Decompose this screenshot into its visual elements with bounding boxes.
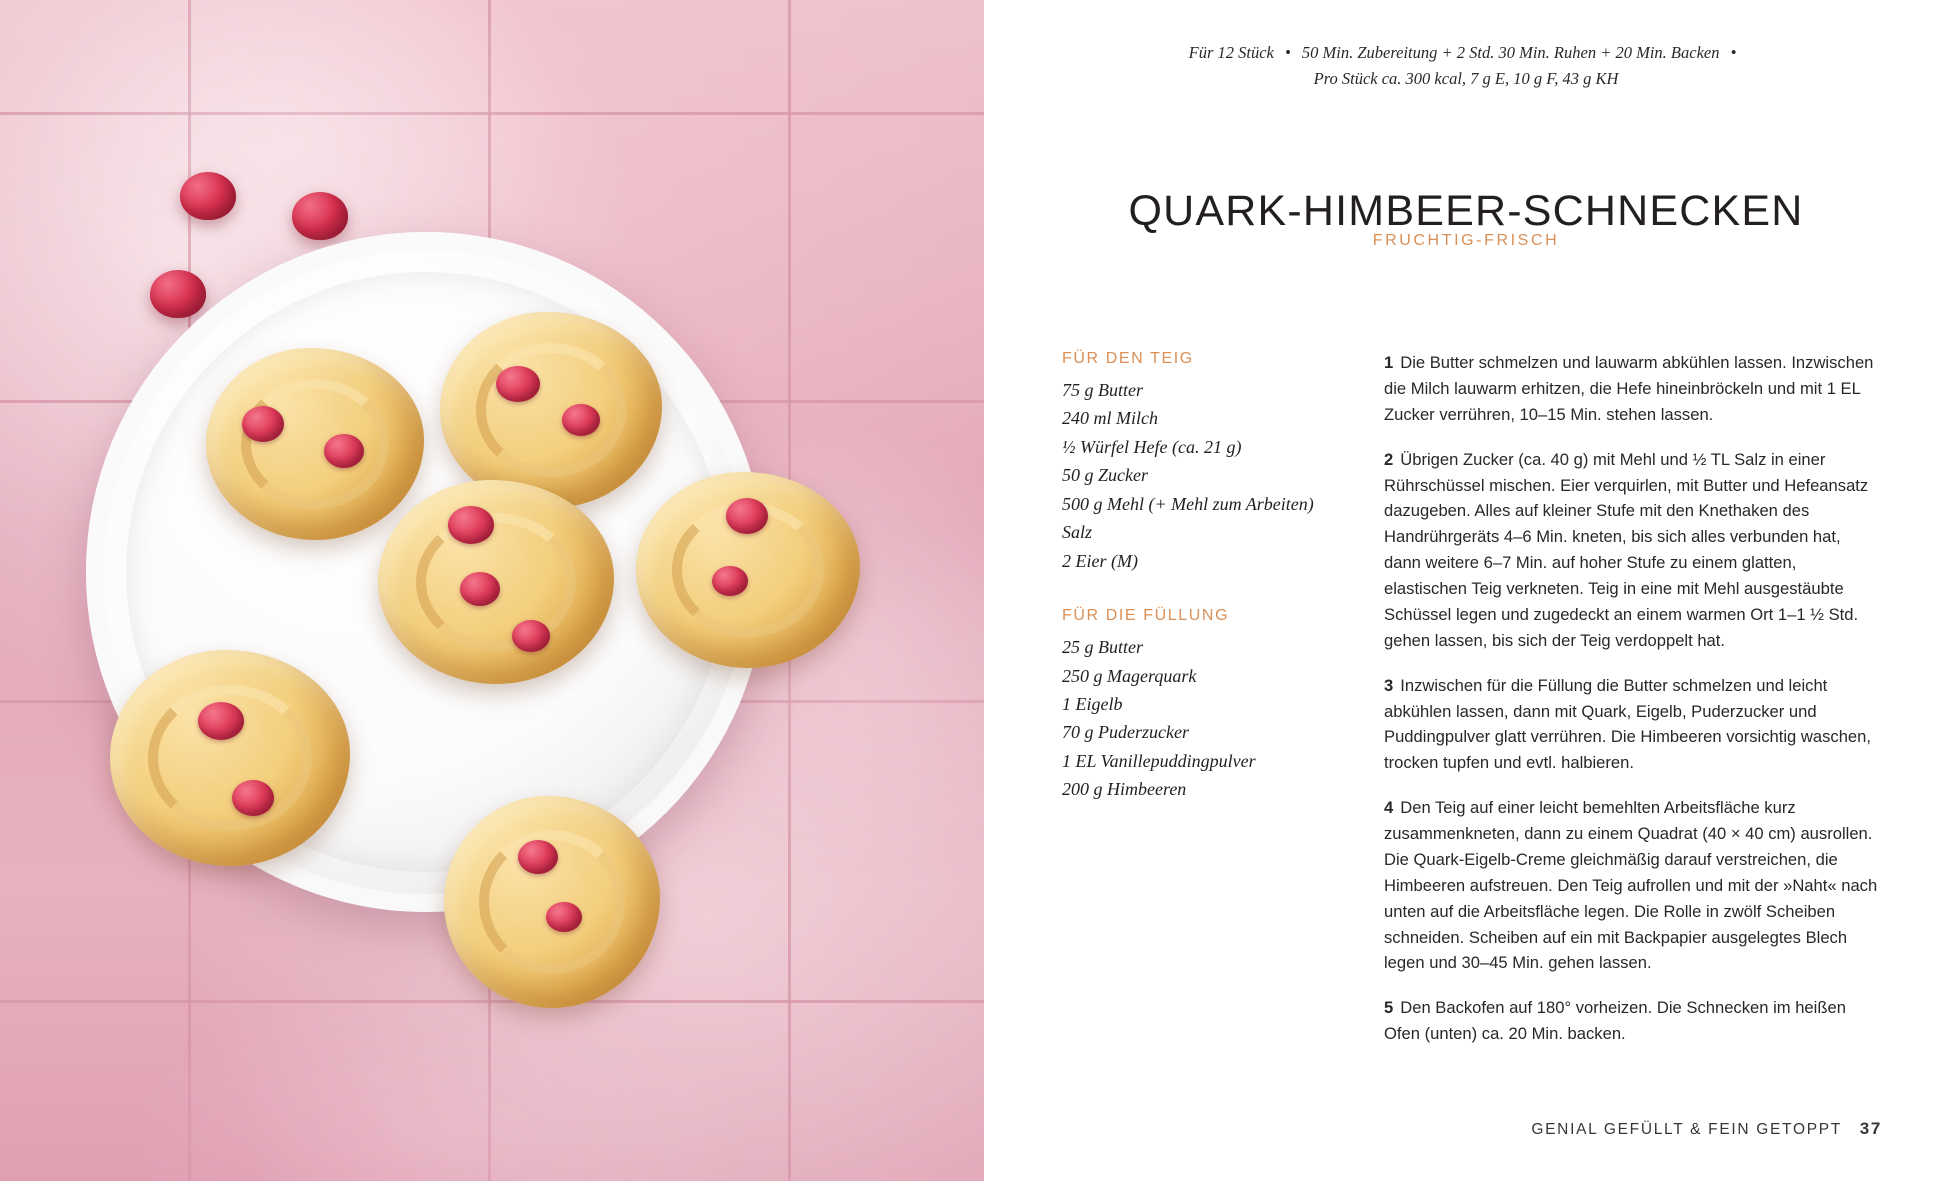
step-text: Den Backofen auf 180° vorheizen. Die Schnecken im heißen Ofen (unten) ca. 20 Min. backen. [1384, 998, 1846, 1044]
step-text: Den Teig auf einer leicht bemehlten Arbeitsfläche kurz zusammenkneten, dann zu einem Quadrat (40 × 40 cm) ausrollen. Die Quark-Eigelb-Creme gleichmäßig darauf verstreichen, die Himbeeren aufstreuen. Den Teig aufrollen und mit der »Naht« nach unten auf die Arbeitsfläche legen. Die Rolle in zwölf Scheiben schneiden. Scheiben auf ein mit Backpapier ausgelegtes Blech legen und 30–45 Min. gehen lassen. [1384, 798, 1878, 973]
step-number: 3 [1384, 675, 1394, 695]
page-footer [1531, 1119, 1882, 1139]
raspberry [496, 366, 540, 402]
list-item: 75 g Butter [1062, 380, 1143, 400]
list-item: 50 g Zucker [1062, 465, 1148, 486]
recipe-body [1062, 350, 1882, 1047]
step-number: 4 [1384, 798, 1394, 818]
instruction-step [1384, 995, 1882, 1047]
bun [440, 312, 662, 508]
raspberry [460, 572, 500, 606]
list-item: 1 EL Vanillepuddingpulver [1062, 750, 1256, 771]
list-item: 240 ml Milch [1062, 408, 1158, 429]
instruction-step [1384, 447, 1882, 654]
raspberry [712, 566, 748, 596]
list-item: Salz [1062, 522, 1093, 543]
raspberry [726, 498, 768, 534]
meta-separator-dot: • [1284, 43, 1291, 62]
bun [636, 472, 860, 668]
step-text: Inzwischen für die Füllung die Butter schmelzen und leicht abkühlen lassen, dann mit Quark, Eigelb, Puderzucker und Puddingpulver glatt verrühren. Die Himbeeren vorsichtig waschen, trocken tupfen und evtl. halbieren. [1384, 675, 1871, 773]
bun [206, 348, 424, 540]
step-number: 1 [1384, 353, 1394, 372]
chapter-title: GENIAL GEFÜLLT & FEIN GETOPPT [1531, 1121, 1842, 1138]
raspberry [232, 780, 274, 816]
raspberry [518, 840, 558, 874]
recipe-nutrition: Pro Stück ca. 300 kcal, 7 g E, 10 g F, 43 g KH [1313, 68, 1619, 88]
ingredient-group-heading-filling: FÜR DIE FÜLLUNG [1062, 607, 1230, 625]
raspberry [324, 434, 364, 468]
list-item: 70 g Puderzucker [1062, 722, 1189, 743]
recipe-times: 50 Min. Zubereitung + 2 Std. 30 Min. Ruhen + 20 Min. Backen [1301, 43, 1720, 62]
raspberry [180, 172, 236, 220]
raspberry [198, 702, 244, 740]
instruction-step [1384, 673, 1882, 777]
raspberry [292, 192, 348, 240]
raspberry [512, 620, 550, 652]
ingredient-list-filling [1062, 633, 1330, 804]
list-item: 2 Eier (M) [1062, 550, 1138, 571]
ingredient-group-heading-dough: FÜR DEN TEIG [1062, 350, 1194, 367]
bun [378, 480, 614, 684]
list-item: 200 g Himbeeren [1062, 779, 1187, 800]
page-number: 37 [1859, 1119, 1882, 1138]
page-title: QUARK-HIMBEER-SCHNECKEN [1128, 186, 1804, 235]
ingredients-column [1062, 350, 1330, 1047]
raspberry [150, 270, 206, 318]
recipe-subtitle: FRUCHTIG-FRISCH [1372, 232, 1560, 249]
bun [444, 796, 660, 1008]
bun-swirl [241, 379, 389, 510]
list-item: 25 g Butter [1062, 637, 1143, 658]
recipe-meta-line-1 [984, 40, 1948, 66]
bun [110, 650, 350, 866]
step-number: 5 [1384, 998, 1394, 1018]
bun-swirl [476, 343, 627, 476]
raspberry [448, 506, 494, 544]
raspberry [562, 404, 600, 436]
raspberry [546, 902, 582, 932]
recipe-meta [984, 40, 1948, 91]
step-text: Die Butter schmelzen und lauwarm abkühlen lassen. Inzwischen die Milch lauwarm erhitzen, die Hefe hineinbröckeln und mit 1 EL Zucker verrühren, 10–15 Min. stehen lassen. [1384, 353, 1874, 424]
instruction-step [1384, 795, 1882, 976]
list-item: 1 Eigelb [1062, 693, 1123, 714]
step-text: Übrigen Zucker (ca. 40 g) mit Mehl und ½ TL Salz in einer Rührschüssel mischen. Eier verquirlen, mit Butter und Hefeansatz dazugeben. Alles auf kleiner Stufe mit den Knethaken des Handrührgeräts 4–6 Min. kneten, bis sich alles verbunden hat, dann weitere 6–7 Min. auf hoher Stufe zu einem glatten, elastischen Teig verkneten. Teig in eine mit Mehl ausgestäubte Schüssel legen und zugedeckt an einem warmen Ort 1–1 ½ Std. gehen lassen, bis sich der Teig verdoppelt hat. [1384, 449, 1869, 650]
meta-separator-dot: • [1730, 43, 1737, 62]
recipe-yield: Für 12 Stück [1188, 43, 1274, 62]
ingredient-list-dough [1062, 376, 1330, 575]
list-item: 250 g Magerquark [1062, 665, 1197, 686]
instruction-step [1384, 350, 1882, 428]
list-item: 500 g Mehl (+ Mehl zum Arbeiten) [1062, 493, 1314, 514]
recipe-text-page [984, 0, 1948, 1181]
list-item: ½ Würfel Hefe (ca. 21 g) [1062, 436, 1242, 457]
instructions-column [1384, 350, 1882, 1047]
raspberry [242, 406, 284, 442]
step-number: 2 [1384, 449, 1394, 469]
